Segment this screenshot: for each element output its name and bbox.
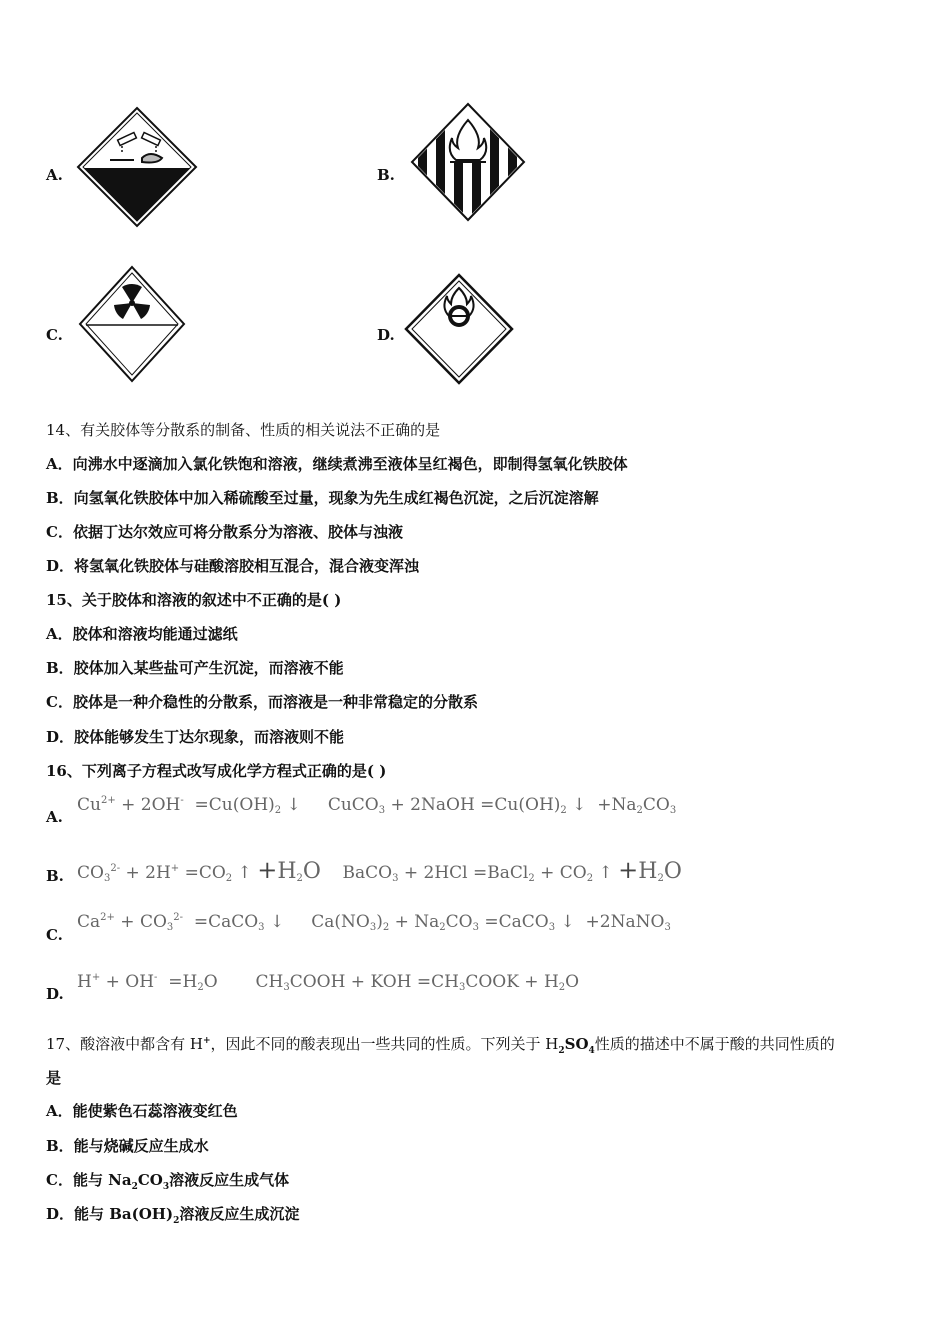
q16-option-b-label[interactable]: B. bbox=[46, 867, 64, 885]
option-b-label: B. bbox=[377, 166, 395, 184]
flammable-solid-sign-icon bbox=[410, 102, 526, 222]
q17-stem-continued: 是 bbox=[46, 1069, 62, 1087]
q16-option-d-label[interactable]: D. bbox=[46, 985, 64, 1003]
q16-option-a-label[interactable]: A. bbox=[46, 808, 63, 826]
q15-option-b[interactable]: B．胶体加入某些盐可产生沉淀，而溶液不能 bbox=[46, 659, 344, 677]
q15-option-d[interactable]: D．胶体能够发生丁达尔现象，而溶液则不能 bbox=[46, 728, 345, 746]
q15-stem: 15、关于胶体和溶液的叙述中不正确的是( ) bbox=[46, 591, 342, 609]
q14-option-d[interactable]: D．将氢氧化铁胶体与硅酸溶胶相互混合，混合液变浑浊 bbox=[46, 557, 420, 575]
q15-option-c[interactable]: C．胶体是一种介稳性的分散系，而溶液是一种非常稳定的分散系 bbox=[46, 693, 478, 711]
radioactive-sign-icon bbox=[78, 265, 186, 383]
corrosive-sign-icon bbox=[76, 106, 198, 228]
q17-option-c[interactable]: C．能与 $Na_2CO_3$溶液反应生成气体 bbox=[46, 1171, 290, 1192]
q14-option-b[interactable]: B．向氢氧化铁胶体中加入稀硫酸至过量，现象为先生成红褐色沉淀，之后沉淀溶解 bbox=[46, 489, 599, 507]
q17-option-d[interactable]: D．能与 $Ba(OH)_2$溶液反应生成沉淀 bbox=[46, 1205, 300, 1226]
q14-stem: 14、有关胶体等分散系的制备、性质的相关说法不正确的是 bbox=[46, 421, 441, 439]
q17-option-a[interactable]: A．能使紫色石蕊溶液变红色 bbox=[46, 1102, 238, 1120]
q16-stem: 16、下列离子方程式改写成化学方程式正确的是( ) bbox=[46, 762, 387, 780]
q17-stem: 17、酸溶液中都含有 H+，因此不同的酸表现出一些共同的性质。下列关于 $H_2SO_4$性质的描述中不属于酸的共同性质的 bbox=[46, 1035, 835, 1056]
option-c-label: C. bbox=[46, 326, 63, 344]
option-a-label: A. bbox=[46, 166, 63, 184]
oxidizer-sign-icon bbox=[403, 272, 515, 386]
q16-option-b-equation: $CO_3^{2-} + 2H^+ =CO_2$ ↑ $+H_2O$ BaCO$_3$ + 2HCl =BaCl$_2$ + $CO_2$ ↑ $+H_2O$ bbox=[77, 856, 682, 884]
q14-option-c[interactable]: C．依据丁达尔效应可将分散系分为溶液、胶体与浊液 bbox=[46, 523, 403, 541]
q16-option-d-equation: $H^+ + OH^- =H_2O$ $CH_3COOH$ + KOH $=CH_3COOK + H_2O$ bbox=[77, 972, 580, 993]
q15-option-a[interactable]: A．胶体和溶液均能通过滤纸 bbox=[46, 625, 238, 643]
option-d-label: D. bbox=[377, 326, 395, 344]
q14-option-a[interactable]: A．向沸水中逐滴加入氯化铁饱和溶液，继续煮沸至液体呈红褐色，即制得氢氧化铁胶体 bbox=[46, 455, 628, 473]
q17-option-b[interactable]: B．能与烧碱反应生成水 bbox=[46, 1137, 209, 1155]
q16-option-c-equation: $Ca^{2+} + CO_3^{2-}$ =CaCO$_3$ ↓ $Ca(NO_3)_2 + Na_2CO_3$ =CaCO$_3$ ↓ +2NaNO$_3$ bbox=[77, 912, 671, 933]
q16-option-c-label[interactable]: C. bbox=[46, 926, 63, 944]
q16-option-a-equation: $Cu^{2+} + 2OH^- =Cu(OH)_2$ ↓ CuCO$_3$ + 2NaOH $=Cu(OH)_2$ ↓ $+Na_2CO_3$ bbox=[77, 795, 677, 816]
